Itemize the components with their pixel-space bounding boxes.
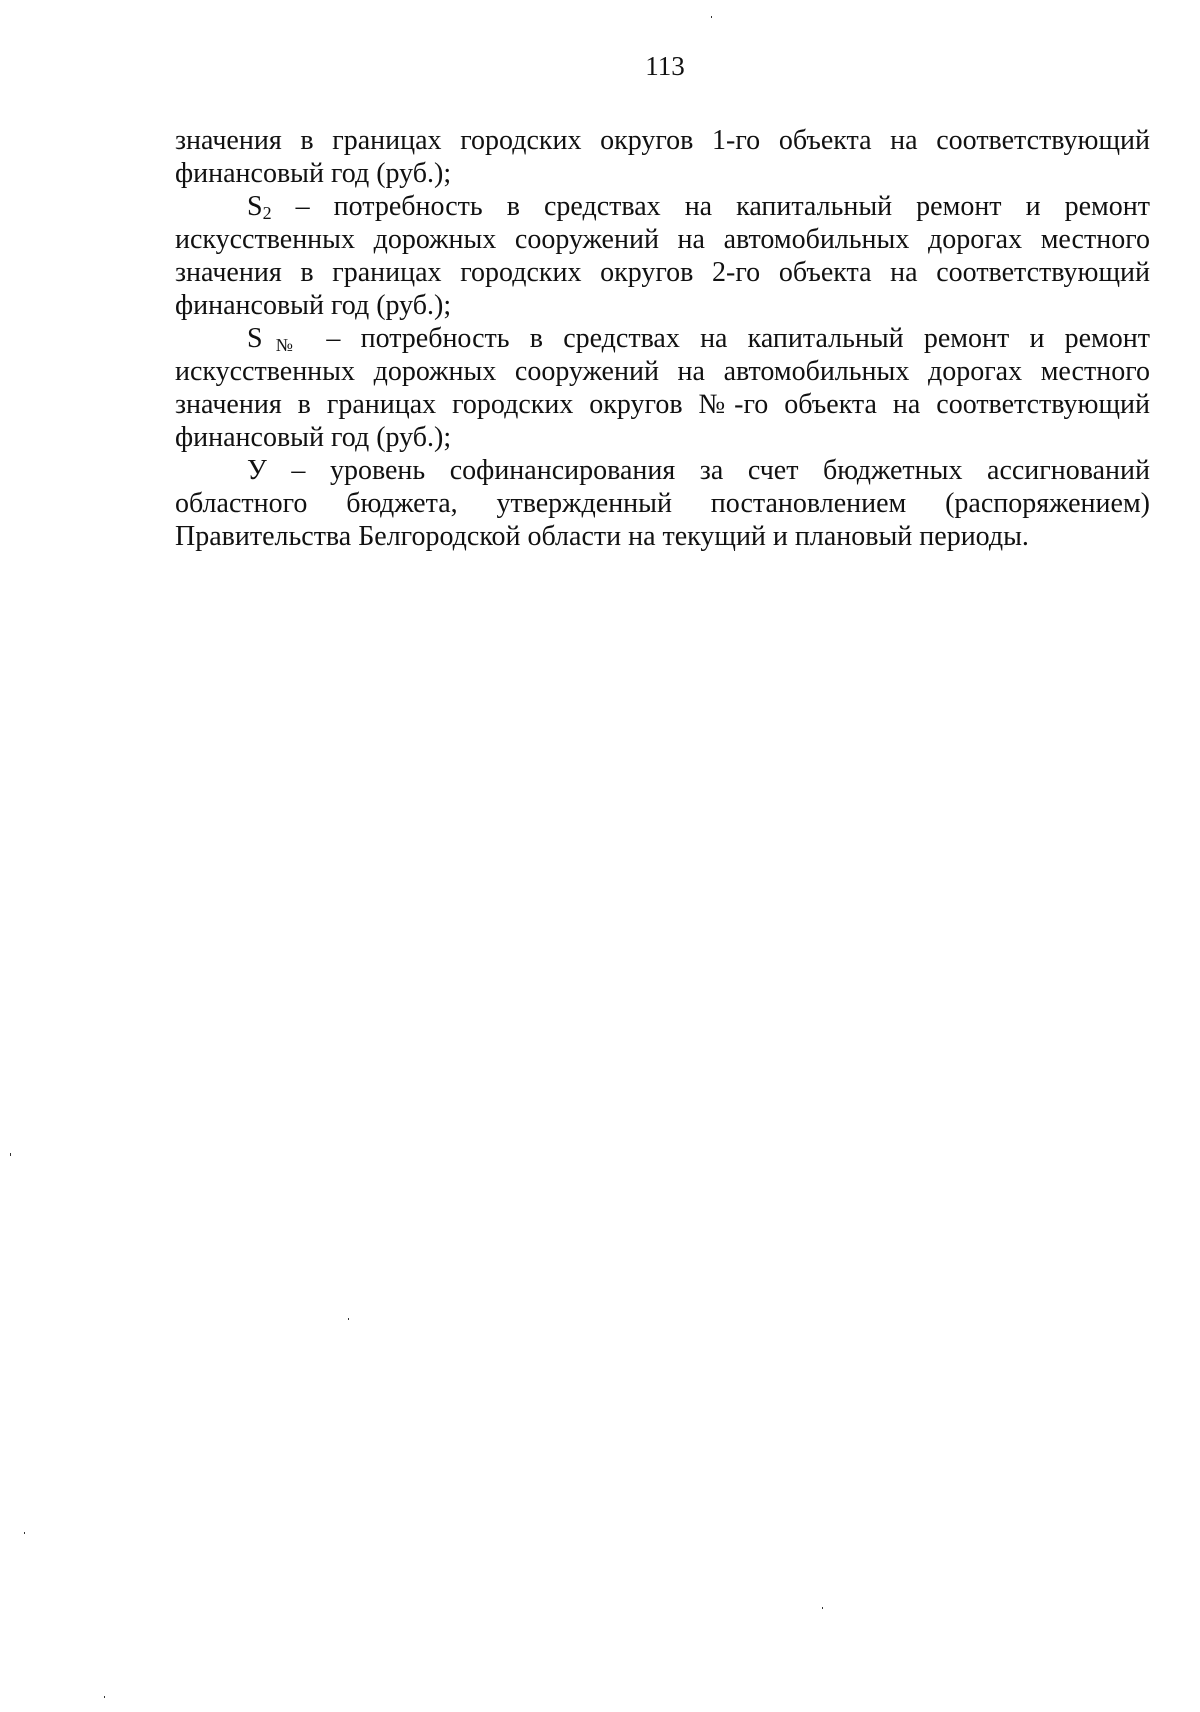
scan-speck — [348, 1318, 349, 1320]
paragraph-y-definition — [175, 454, 1150, 553]
scan-speck — [10, 1153, 11, 1156]
paragraph-s2-definition — [175, 190, 1150, 322]
paragraph-text: значения в границах городских округов 1-го объекта на соответствующий финансовый год (руб.); — [175, 125, 1150, 189]
variable-symbol: S — [247, 191, 263, 222]
paragraph-text: У – уровень софинансирования за счет бюджетных ассигнований областного бюджета, утвержденный постановлением (распоряжением) Правительства Белгородской области на текущий и плановый периоды. — [175, 455, 1150, 552]
variable-subscript: № — [262, 335, 307, 355]
paragraph-continuation — [175, 124, 1150, 190]
scan-speck — [822, 1607, 823, 1609]
scan-speck — [711, 16, 712, 18]
paragraph-sn-definition — [175, 322, 1150, 454]
scan-speck — [104, 1696, 105, 1698]
paragraph-text: – потребность в средствах на капитальный ремонт и ремонт искусственных дорожных сооружений на автомобильных дорогах местного значения в границах городских округов №-го объекта на соответствующий финансовый год (руб.); — [175, 323, 1150, 453]
document-body — [175, 124, 1150, 553]
variable-symbol: S — [247, 323, 263, 354]
scan-speck — [24, 1532, 25, 1534]
paragraph-text: – потребность в средствах на капитальный ремонт и ремонт искусственных дорожных сооружений на автомобильных дорогах местного значения в границах городских округов 2-го объекта на соответствующий финансовый год (руб.); — [175, 191, 1150, 321]
page-number: 113 — [645, 51, 685, 81]
variable-subscript: 2 — [262, 203, 272, 223]
